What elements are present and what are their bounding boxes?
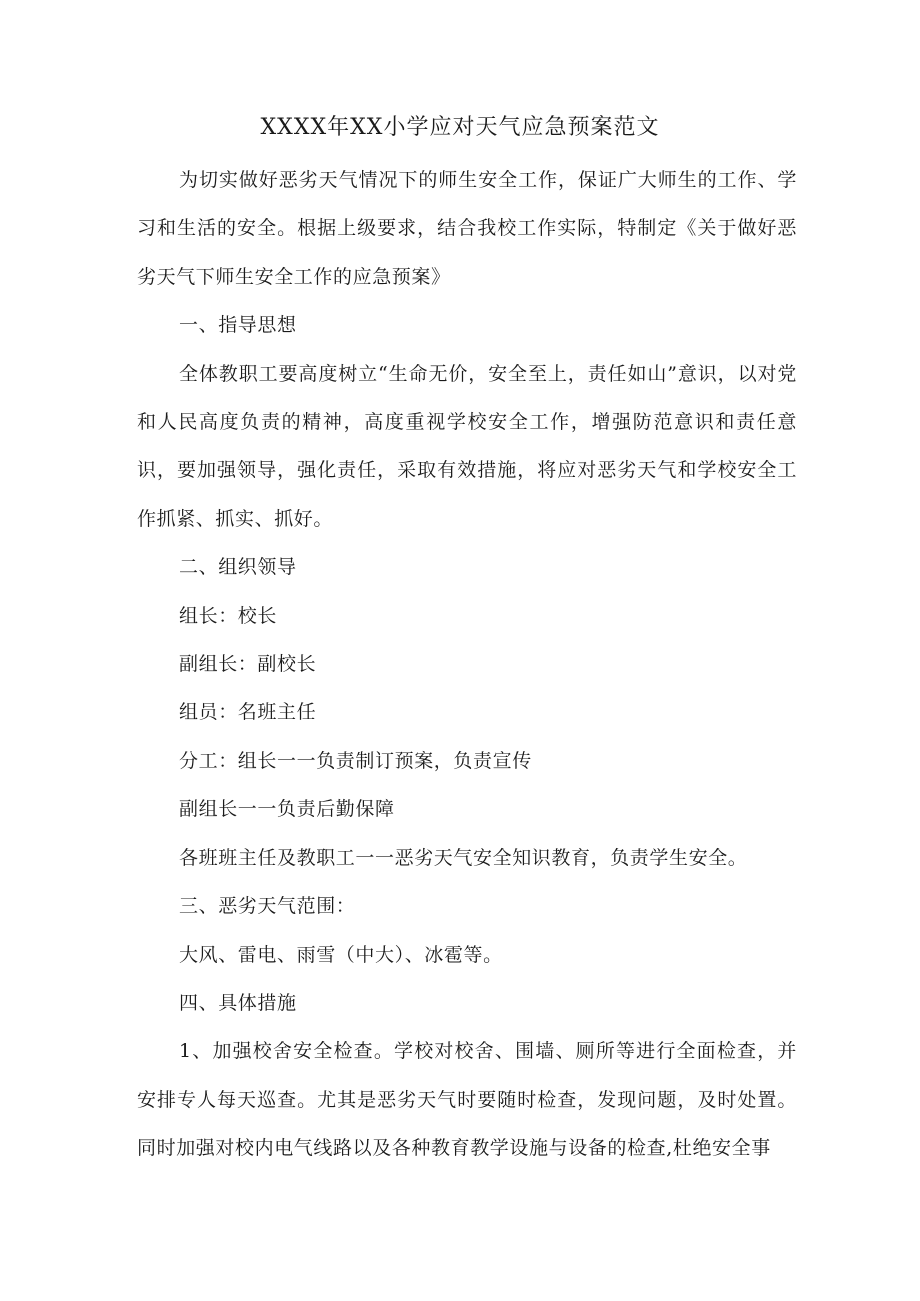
paragraph-measure-1: 1、加强校舍安全检查。学校对校舍、围墙、厕所等进行全面检查，并安排专人每天巡查。尤其是恶劣天气时要随时检查，发现问题，及时处置。同时加强对校内电气线路以及各种教育教学设施与设备的检查,杜绝安全事 <box>137 1040 797 1160</box>
heading-weather-scope: 三、恶劣天气范围： <box>179 895 356 918</box>
paragraph-guiding-ideology: 全体教职工要高度树立“生命无价，安全至上，责任如山”意识，以对党和人民高度负责的精神，高度重视学校安全工作，增强防范意识和责任意识，要加强领导，强化责任，采取有效措施，将应对恶劣天气和学校安全工作抓紧、抓实、抓好。 <box>137 362 797 530</box>
line-team-leader: 组长：校长 <box>179 604 278 627</box>
paragraph-intro: 为切实做好恶劣天气情况下的师生安全工作，保证广大师生的工作、学习和生活的安全。根据上级要求，结合我校工作实际，特制定《关于做好恶劣天气下师生安全工作的应急预案》 <box>137 169 797 288</box>
line-deputy-leader: 副组长：副校长 <box>179 653 317 676</box>
heading-guiding-ideology: 一、指导思想 <box>179 314 297 337</box>
document-title: XXXX年XX小学应对天气应急预案范文 <box>260 115 660 140</box>
line-division-of-labor: 分工：组长一一负责制订预案，负责宣传 <box>179 749 532 772</box>
heading-measures: 四、具体措施 <box>179 991 297 1014</box>
line-deputy-duty: 副组长一一负责后勤保障 <box>179 798 395 821</box>
line-teachers-duty: 各班班主任及教职工一一恶劣天气安全知识教育，负责学生安全。 <box>179 846 748 869</box>
line-team-members: 组员：名班主任 <box>179 701 317 724</box>
document-body <box>137 156 797 1173</box>
heading-organization: 二、组织领导 <box>179 556 297 579</box>
line-weather-types: 大风、雷电、雨雪（中大）、冰雹等。 <box>179 943 503 966</box>
